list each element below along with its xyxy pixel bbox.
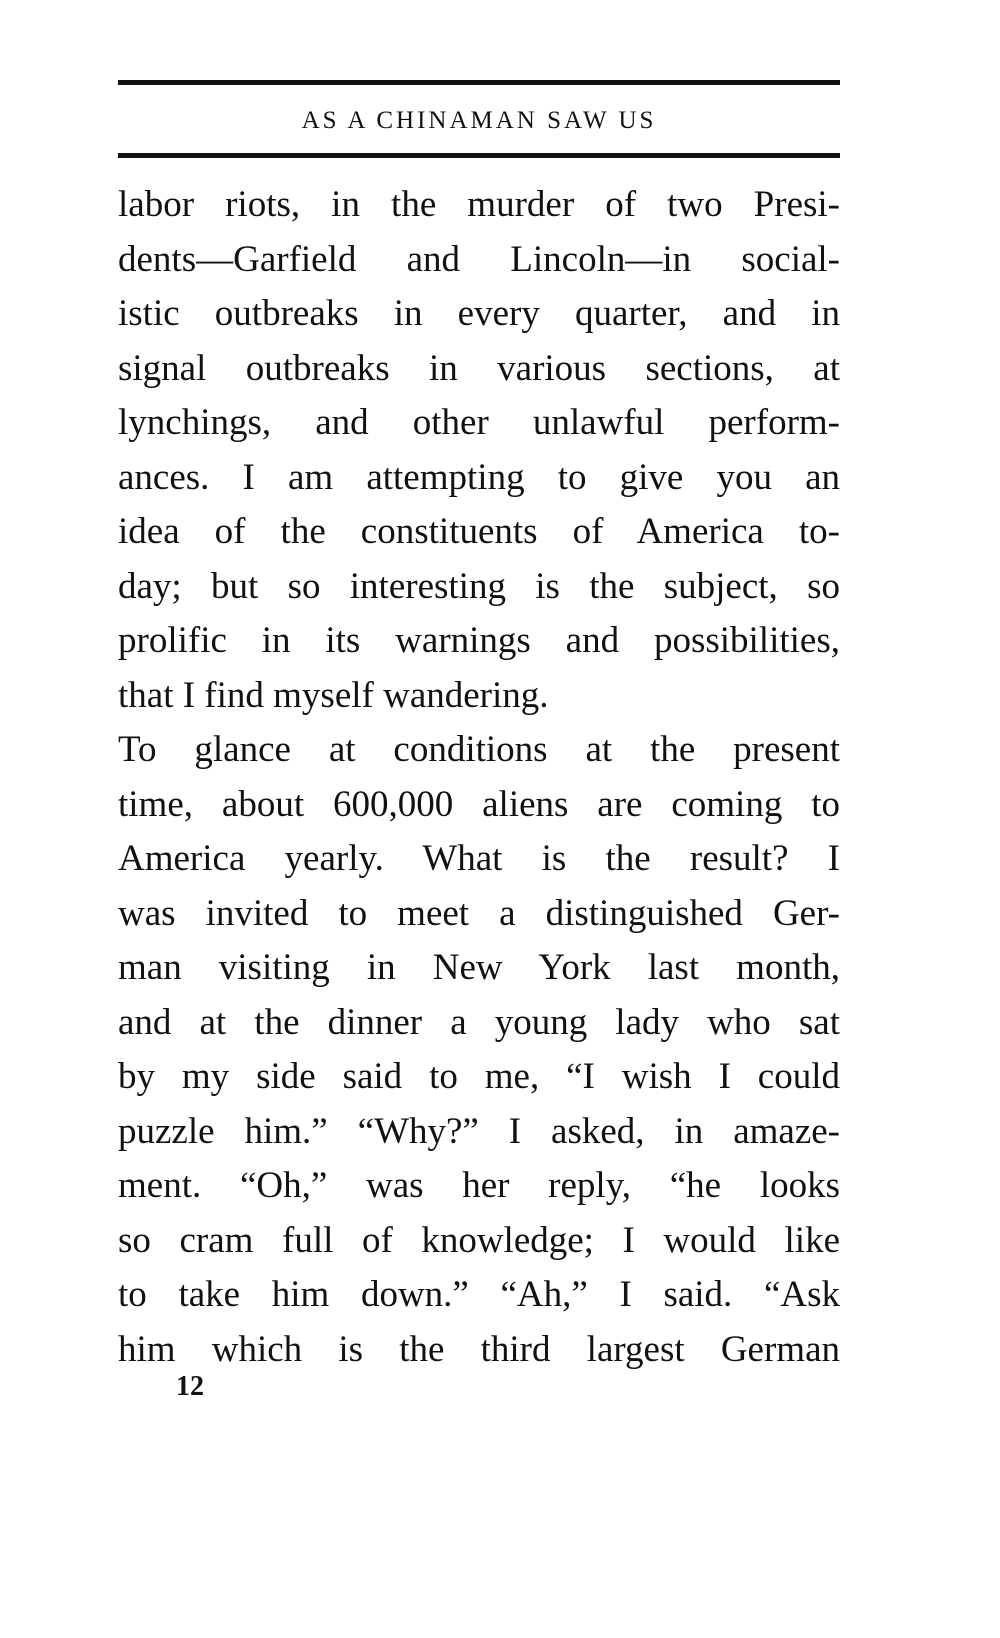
text-line: puzzle him.” “Why?” I asked, in amaze- bbox=[118, 1110, 840, 1152]
text-line: labor riots, in the murder of two Presi- bbox=[118, 184, 840, 225]
text-line: man visiting in New York last month, bbox=[118, 947, 840, 988]
running-head: AS A CHINAMAN SAW US bbox=[301, 107, 657, 134]
page-number: 12 bbox=[176, 1371, 204, 1402]
text-line: idea of the constituents of America to- bbox=[118, 511, 840, 552]
text-line: and at the dinner a young lady who sat bbox=[118, 1001, 840, 1043]
text-line: was invited to meet a distinguished Ger- bbox=[118, 892, 840, 934]
text-line: ances. I am attempting to give you an bbox=[118, 456, 840, 498]
text-line: ment. “Oh,” was her reply, “he looks bbox=[118, 1165, 840, 1206]
text-line: day; but so interesting is the subject, so bbox=[118, 565, 840, 607]
text-line: prolific in its warnings and possibilities, bbox=[118, 620, 840, 661]
text-line: To glance at conditions at the present bbox=[118, 729, 840, 770]
header-rule-top bbox=[118, 80, 840, 85]
text-line: so cram full of knowledge; I would like bbox=[118, 1219, 840, 1261]
text-line: America yearly. What is the result? I bbox=[118, 838, 840, 879]
text-line: dents—Garfield and Lincoln—in social- bbox=[118, 238, 840, 280]
text-line: him which is the third largest German bbox=[118, 1328, 840, 1370]
text-line: signal outbreaks in various sections, at bbox=[118, 347, 840, 389]
text-line: that I find myself wandering. bbox=[118, 674, 549, 716]
text-line: time, about 600,000 aliens are coming to bbox=[118, 783, 840, 825]
body-text bbox=[118, 178, 840, 1377]
text-line: by my side said to me, “I wish I could bbox=[118, 1056, 840, 1097]
text-line: lynchings, and other unlawful perform- bbox=[118, 402, 840, 443]
text-line: to take him down.” “Ah,” I said. “Ask bbox=[118, 1274, 840, 1315]
text-line: istic outbreaks in every quarter, and in bbox=[118, 293, 840, 334]
header-rule-bottom bbox=[118, 153, 840, 158]
